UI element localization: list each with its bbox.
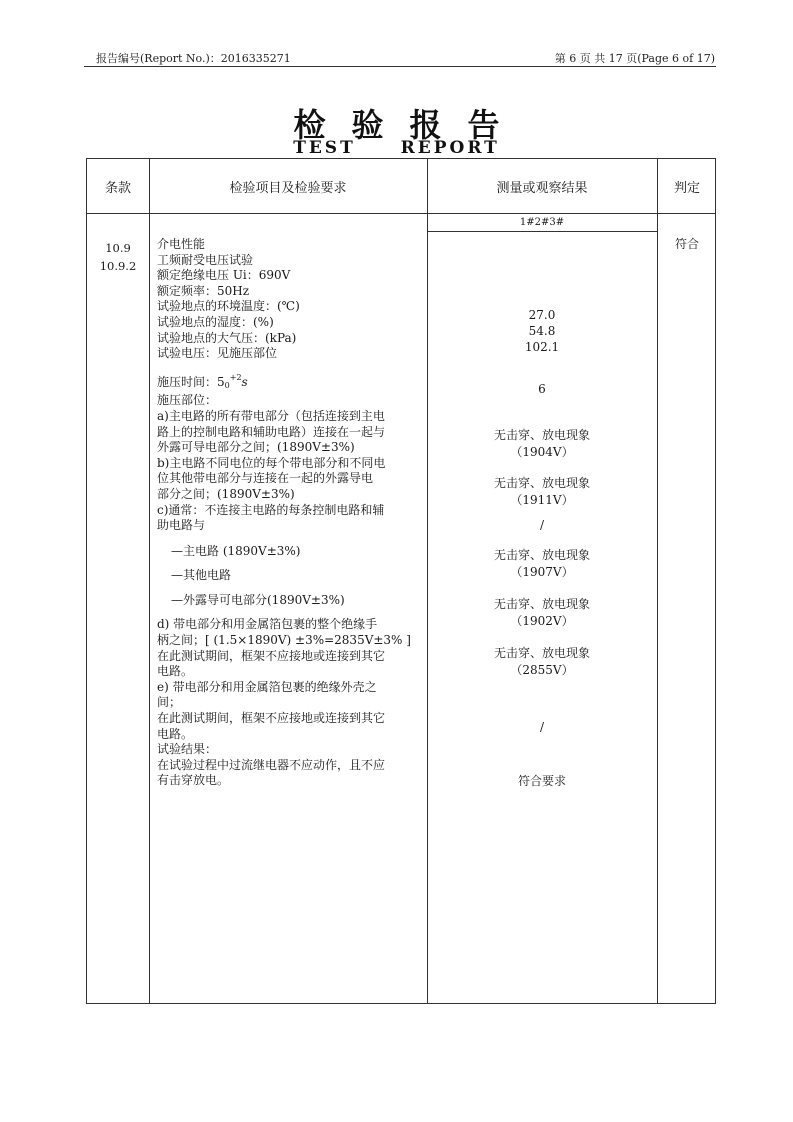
req-line: 介电性能 (157, 237, 206, 251)
req-time-text: 施压时间：5 (157, 374, 225, 389)
clause-numbers (87, 239, 149, 275)
header-row-divider (87, 213, 715, 214)
sample-ids-divider (427, 231, 657, 232)
req-time-sup: +2 (229, 372, 242, 382)
sample-ids: 1#2#3# (519, 217, 565, 228)
col-divider-1 (149, 159, 150, 1003)
req-line: 试验地点的湿度：(%) (157, 314, 274, 329)
clause-10-9: 10.9 (105, 241, 131, 255)
header-item: 检验项目及检验要求 (229, 180, 347, 196)
req-line: 施压部位： (157, 393, 218, 408)
req-line: 在此测试期间，框架不应接地或连接到其它 (157, 711, 386, 726)
req-line: 电路。 (157, 664, 194, 679)
req-line: 间； (157, 695, 182, 710)
result-slash-2: / (539, 720, 545, 734)
req-line: e) 带电部分和用金属箔包裹的绝缘外壳之 (157, 679, 377, 694)
clause-10-9-2: 10.9.2 (99, 259, 137, 273)
result-a-1: 无击穿、放电现象 (493, 428, 590, 442)
result-c-4: （1902V） (510, 614, 574, 628)
req-time-unit: s (241, 374, 248, 389)
req-time-sub: 0 (224, 380, 230, 390)
result-d-2: （2855V） (510, 663, 574, 677)
req-line: 试验结果： (157, 742, 218, 757)
req-line: 试验电压：见施压部位 (157, 346, 278, 361)
req-line: a)主电路的所有带电部分（包括连接到主电 (157, 408, 385, 423)
report-table (86, 158, 716, 1004)
req-line: 部分之间；(1890V±3%) (157, 486, 295, 501)
req-line: 电路。 (157, 726, 194, 741)
report-title: 检验报告 (293, 106, 526, 144)
result-final: 符合要求 (517, 774, 566, 788)
req-line: —其他电路 (171, 568, 232, 583)
result-pressure: 102.1 (524, 340, 560, 354)
result-temperature: 27.0 (528, 308, 556, 322)
req-line: 有击穿放电。 (157, 773, 230, 788)
req-line: 工频耐受电压试验 (157, 252, 254, 267)
result-c-1: 无击穿、放电现象 (493, 548, 590, 562)
req-line: 试验地点的环境温度：(℃) (157, 299, 300, 314)
result-slash-1: / (539, 518, 545, 532)
result-c-3: 无击穿、放电现象 (493, 597, 590, 611)
header-clause: 条款 (104, 180, 131, 196)
result-c-2: （1907V） (510, 565, 574, 579)
req-line: d) 带电部分和用金属箔包裹的整个绝缘手 (157, 617, 378, 632)
req-line: 路上的控制电路和辅助电路）连接在一起与 (157, 424, 386, 439)
req-line: c)通常：不连接主电路的每条控制电路和辅 (157, 502, 385, 517)
req-line: 柄之间；[ (1.5×1890V) ±3%=2835V±3% ] (157, 633, 411, 648)
req-line: 额定频率：50Hz (157, 283, 250, 298)
req-line: 额定绝缘电压 Ui：690V (157, 268, 291, 283)
req-line: —外露导可电部分(1890V±3%) (171, 592, 345, 607)
req-line: —主电路 (1890V±3%) (171, 543, 301, 558)
header-result: 测量或观察结果 (496, 180, 588, 196)
result-b-2: （1911V） (510, 493, 574, 507)
result-b-1: 无击穿、放电现象 (493, 476, 590, 490)
req-line: 在此测试期间，框架不应接地或连接到其它 (157, 648, 386, 663)
result-a-2: （1904V） (510, 445, 574, 459)
req-line: b)主电路不同电位的每个带电部分和不同电 (157, 455, 386, 470)
header-divider (84, 66, 716, 67)
result-d-1: 无击穿、放电现象 (493, 646, 590, 660)
req-line: 在试验过程中过流继电器不应动作，且不应 (157, 757, 386, 772)
result-time: 6 (538, 382, 546, 396)
req-line: 助电路与 (157, 518, 206, 533)
report-number: 报告编号(Report No.)：2016335271 (96, 52, 291, 65)
col-divider-3 (657, 159, 658, 1003)
req-line: 试验地点的大气压：(kPa) (157, 330, 297, 345)
verdict: 符合 (674, 237, 699, 251)
header-verdict: 判定 (673, 180, 700, 196)
req-line: 位其他带电部分与连接在一起的外露导电 (157, 471, 374, 486)
result-humidity: 54.8 (528, 324, 556, 338)
req-line: 外露可导电部分之间；(1890V±3%) (157, 440, 355, 455)
page-indicator: 第 6 页 共 17 页(Page 6 of 17) (554, 52, 715, 65)
report-subtitle: TEST REPORT (293, 138, 500, 158)
